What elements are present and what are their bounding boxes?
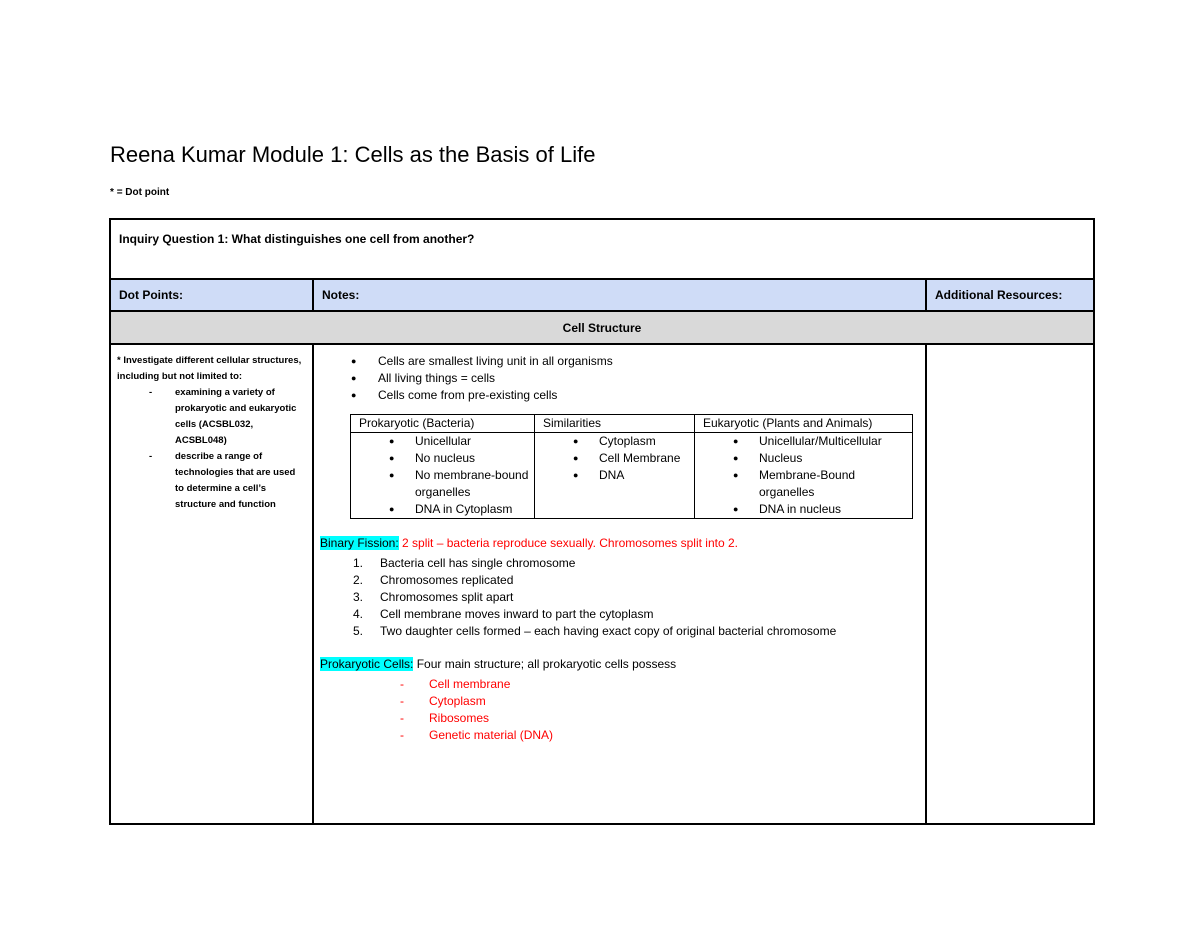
prokaryotic-structures-list (320, 676, 919, 744)
header-additional-resources: Additional Resources: (926, 279, 1094, 311)
list-item: ● Cytoplasm (599, 433, 694, 450)
list-item: - Genetic material (DNA) (429, 727, 919, 744)
list-item: ● Unicellular/Multicellular (759, 433, 912, 450)
list-item: 5. Two daughter cells formed – each having exact copy of original bacterial chromosome (353, 624, 837, 638)
notes-cell (313, 344, 926, 824)
list-item: 1. Bacteria cell has single chromosome (353, 556, 576, 570)
list-item: ● DNA in nucleus (759, 501, 912, 518)
list-item: - Cell membrane (429, 676, 919, 693)
intro-bullet-list (320, 353, 919, 404)
list-item: ● No membrane-bound organelles (415, 467, 534, 501)
dot-point-lead: * Investigate different cellular structures, including but not limited to: (117, 355, 302, 382)
inquiry-question: Inquiry Question 1: What distinguishes one cell from another? (119, 232, 475, 246)
eukaryotic-column (695, 433, 913, 519)
notes-table (109, 218, 1095, 825)
dot-point-item: - examining a variety of prokaryotic and eukaryotic cells (ACSBL032, ACSBL048) (149, 387, 297, 446)
list-item: ● No nucleus (415, 450, 534, 467)
similarities-column (535, 433, 695, 519)
list-item: ● Membrane-Bound organelles (759, 467, 912, 501)
binary-fission-steps (320, 555, 919, 640)
list-item: ● All living things = cells (378, 370, 919, 387)
header-notes: Notes: (313, 279, 926, 311)
prokaryotic-cells-paragraph (320, 656, 919, 673)
comparison-header-eukaryotic: Eukaryotic (Plants and Animals) (695, 415, 913, 433)
list-item: ● Cells come from pre-existing cells (378, 387, 919, 404)
list-item: - Ribosomes (429, 710, 919, 727)
list-item: ● Cells are smallest living unit in all organisms (378, 353, 919, 370)
comparison-table (350, 414, 913, 519)
header-dot-points: Dot Points: (110, 279, 313, 311)
comparison-header-similarities: Similarities (535, 415, 695, 433)
list-item: 4. Cell membrane moves inward to part the cytoplasm (353, 607, 654, 621)
section-cell-structure: Cell Structure (110, 311, 1094, 344)
binary-fission-text: 2 split – bacteria reproduce sexually. Chromosomes split into 2. (402, 536, 738, 550)
page-title: Reena Kumar Module 1: Cells as the Basis of Life (110, 142, 596, 167)
inquiry-question-cell (110, 219, 1094, 279)
comparison-header-prokaryotic: Prokaryotic (Bacteria) (351, 415, 535, 433)
list-item: ● Cell Membrane (599, 450, 694, 467)
prokaryotic-column (351, 433, 535, 519)
binary-fission-paragraph (320, 535, 919, 552)
legend-symbol: * (110, 187, 114, 198)
list-item: ● DNA in Cytoplasm (415, 501, 534, 518)
dash-marker: - (149, 451, 153, 462)
list-item: ● Nucleus (759, 450, 912, 467)
list-item: ● Unicellular (415, 433, 534, 450)
prokaryotic-cells-label: Prokaryotic Cells: (320, 657, 414, 671)
dot-point-list (117, 385, 306, 513)
dot-point-item: - describe a range of technologies that are used to determine a cell’s structure and function (149, 451, 296, 510)
dot-point-legend (110, 187, 169, 198)
list-item: 2. Chromosomes replicated (353, 573, 514, 587)
list-item: - Cytoplasm (429, 693, 919, 710)
legend-text: = Dot point (116, 187, 170, 198)
additional-resources-cell (926, 344, 1094, 824)
dash-marker: - (149, 387, 153, 398)
binary-fission-label: Binary Fission: (320, 536, 399, 550)
dot-point-cell (110, 344, 313, 824)
prokaryotic-cells-text: Four main structure; all prokaryotic cells possess (416, 657, 677, 671)
list-item: ● DNA (599, 467, 694, 484)
list-item: 3. Chromosomes split apart (353, 590, 514, 604)
